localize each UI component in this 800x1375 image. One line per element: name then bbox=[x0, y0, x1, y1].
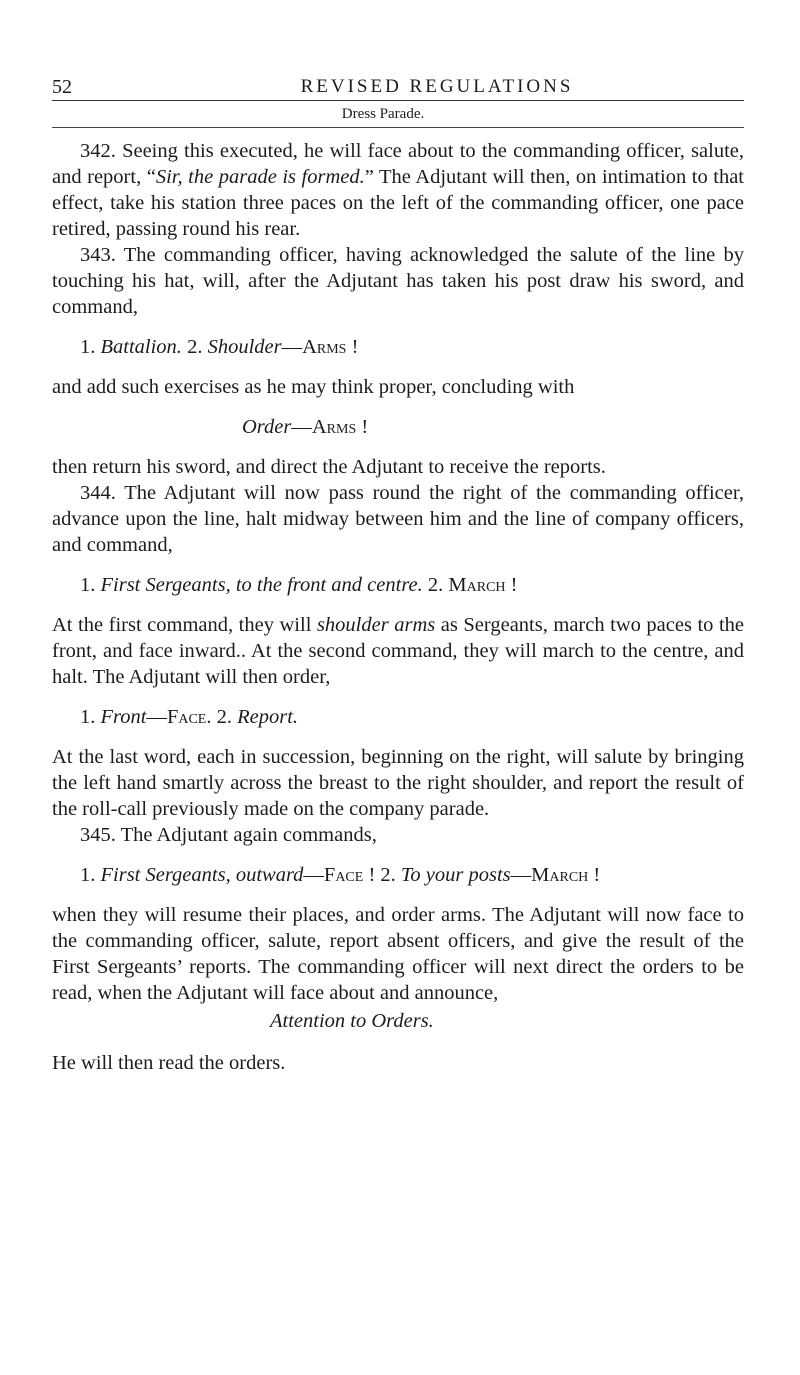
paragraph-345-continued: when they will resume their places, and order arms. The Adjutant will now face to the commanding officer, salute, report absent officers, and give the result of the First Sergeants’ reports. The commanding officer will next direct the orders to be read, when the Adjutant will face about and announce, bbox=[52, 904, 744, 1004]
text-span: At the first command, they will bbox=[52, 614, 317, 636]
command-word: March ! bbox=[448, 574, 518, 596]
paragraph-343: 343. The commanding officer, having acknowledged the salute of the line by touching his hat, will, after the Adjutant has taken his post draw his sword, and command, bbox=[52, 244, 744, 318]
paragraph-344-end: At the last word, each in succession, beginning on the right, will salute by bringing the left hand smartly across the breast to the right shoulder, and report the result of the roll-call previously made on the company parade. bbox=[52, 746, 744, 820]
section-rule bbox=[52, 127, 744, 128]
text-span: 342. Seeing this executed, he will face about to the commanding officer, salute, and report, “ bbox=[52, 140, 744, 188]
command-word: Battalion. bbox=[100, 336, 182, 358]
emphasis: shoulder arms bbox=[316, 614, 436, 636]
section-title: Dress Parade. bbox=[341, 106, 425, 122]
command-5 bbox=[52, 862, 744, 888]
command-word: —Arms ! bbox=[291, 416, 369, 438]
command-word: —Arms ! bbox=[281, 336, 359, 358]
paragraph-343-continued: and add such exercises as he may think proper, concluding with bbox=[52, 376, 575, 398]
header-rule bbox=[52, 100, 744, 101]
command-word: Report. bbox=[237, 706, 299, 728]
text-span: 1. bbox=[80, 864, 101, 886]
text-span: 1. bbox=[80, 706, 101, 728]
command-4 bbox=[52, 704, 744, 730]
text-span: ” The Adjutant will then, on intimation to that effect, take his station three paces on the left of the commanding officer, one pace retired, passing round his rear. bbox=[52, 166, 744, 240]
text-span: 1. bbox=[80, 336, 101, 358]
paragraph-344: 344. The Adjutant will now pass round the right of the commanding officer, advance upon the line, halt midway between him and the line of company officers, and command, bbox=[52, 482, 744, 556]
command-word: —Face. 2. bbox=[146, 706, 238, 728]
command-word: First Sergeants, outward bbox=[100, 864, 304, 886]
page-header bbox=[52, 66, 744, 100]
command-word: Order bbox=[242, 416, 292, 438]
command-word: Shoulder bbox=[207, 336, 282, 358]
text-span: 1. bbox=[80, 574, 101, 596]
paragraph-344-continued bbox=[52, 612, 744, 690]
command-word: Attention to Orders. bbox=[270, 1010, 434, 1032]
command-2 bbox=[52, 414, 744, 440]
document-page bbox=[52, 66, 744, 1076]
command-word: —March ! bbox=[510, 864, 601, 886]
attention-to-orders bbox=[52, 1008, 744, 1034]
text-span: as Sergeants, march two paces to the front, and face inward.. At the second command, they will march to the centre, and halt. The Adjutant will then order, bbox=[52, 614, 744, 688]
text-span: 2. bbox=[422, 574, 449, 596]
page-number: 52 bbox=[52, 76, 72, 98]
command-1 bbox=[52, 334, 744, 360]
running-title: REVISED REGULATIONS bbox=[300, 76, 574, 97]
command-word: To your posts bbox=[400, 864, 511, 886]
paragraph-345: 345. The Adjutant again commands, bbox=[80, 824, 377, 846]
command-word: Front bbox=[100, 706, 147, 728]
paragraph-343-end: then return his sword, and direct the Adjutant to receive the reports. bbox=[52, 456, 606, 478]
quoted-report: Sir, the parade is formed. bbox=[155, 166, 365, 188]
command-word: —Face ! 2. bbox=[303, 864, 401, 886]
command-word: First Sergeants, to the front and centre. bbox=[100, 574, 423, 596]
final-line: He will then read the orders. bbox=[52, 1052, 286, 1074]
command-3 bbox=[52, 572, 744, 598]
paragraph-342 bbox=[52, 138, 744, 242]
text-span: 2. bbox=[181, 336, 208, 358]
